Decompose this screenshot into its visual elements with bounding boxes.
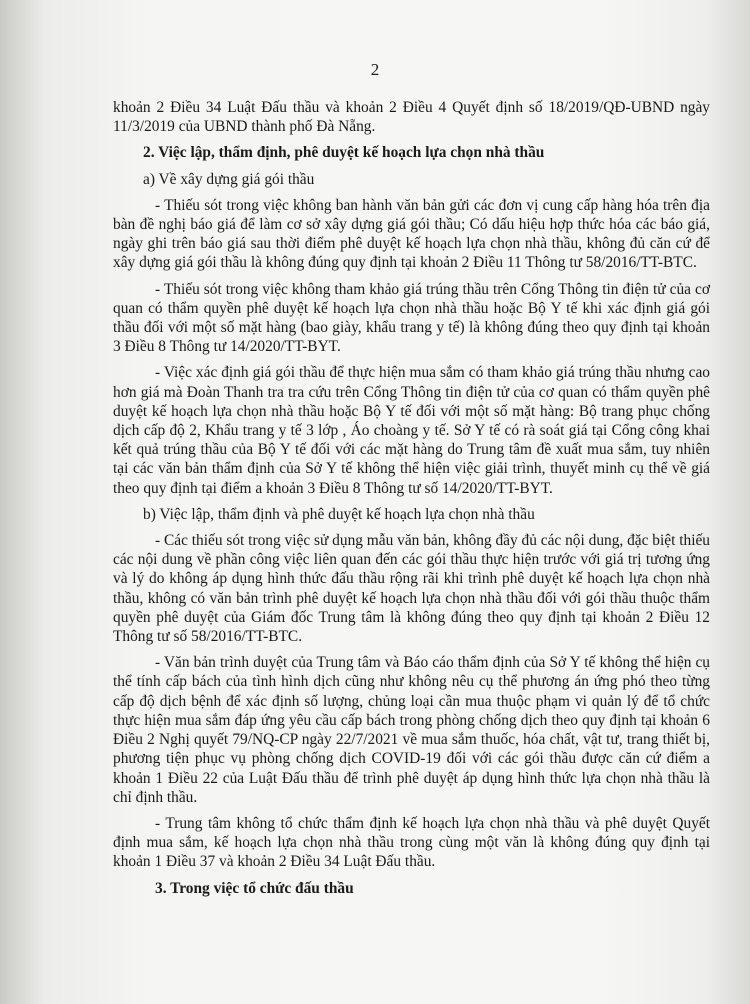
bullet-paragraph: - Việc xác định giá gói thầu để thực hiện mua sắm có tham khảo giá trúng thầu nhưng cao hơn giá mà Đoàn Thanh tra tra cứu trên Cổng Thông tin điện tử của cơ quan có thẩm quyền phê duyệt kế hoạch lựa chọn nhà thầu hoặc Bộ Y tế đối với một số mặt hàng: Bộ trang phục chống dịch cấp độ 2, Khẩu trang y tế 3 lớp , Áo choàng y tế. Sở Y tế có rà soát giá tại Cổng công khai kết quả trúng thầu của Bộ Y tế đối với các mặt hàng do Trung tâm đề xuất mua sắm, tuy nhiên tại các văn bản thẩm định của Sở Y tế không thể hiện việc giải trình, thuyết minh cụ thể về giá theo quy định tại điểm a khoản 3 Điều 8 Thông tư số 14/2020/TT-BYT. [113, 364, 710, 497]
subsection-heading-a: a) Về xây dựng giá gói thầu [143, 170, 315, 188]
bullet-paragraph: - Trung tâm không tổ chức thẩm định kế hoạch lựa chọn nhà thầu và phê duyệt Quyết định mua sắm, kế hoạch lựa chọn nhà thầu trong cùng một văn là không đúng quy định tại khoản 1 Điều 37 và khoản 2 Điều 34 Luật Đấu thầu. [113, 814, 710, 871]
section-heading-2: 2. Việc lập, thẩm định, phê duyệt kế hoạch lựa chọn nhà thầu [143, 144, 545, 162]
bullet-paragraph: - Thiếu sót trong việc không tham khảo giá trúng thầu trên Cổng Thông tin điện tử của cơ quan có thẩm quyền phê duyệt kế hoạch lựa chọn nhà thầu hoặc Bộ Y tế khi xác định giá gói thầu đối với một số mặt hàng (bao giày, khẩu trang y tế) là không đúng theo quy định tại khoản 3 Điều 8 Thông tư 14/2020/TT-BYT. [113, 280, 710, 356]
document-body [113, 98, 710, 898]
bullet-paragraph: - Các thiếu sót trong việc sử dụng mẫu văn bản, không đầy đủ các nội dung, đặc biệt thiếu các nội dung về phần công việc liên quan đến các gói thầu thực hiện trước với giá trị tương ứng và lý do không áp dụng hình thức đấu thầu rộng rãi khi trình phê duyệt kế hoạch lựa chọn nhà thầu, không có văn bản trình phê duyệt kế hoạch lựa chọn nhà thầu đối với gói thầu thuộc thẩm quyền phê duyệt của Giám đốc Trung tâm là không đúng theo quy định tại khoản 2 Điều 12 Thông tư số 58/2016/TT-BTC. [113, 532, 711, 646]
paragraph-continuation: khoản 2 Điều 34 Luật Đấu thầu và khoản 2 Điều 4 Quyết định số 18/2019/QĐ-UBND ngày 11/3/2019 của UBND thành phố Đà Nẵng. [113, 99, 710, 136]
section-heading-3: 3. Trong việc tổ chức đấu thầu [155, 879, 354, 897]
bullet-paragraph: - Văn bản trình duyệt của Trung tâm và Báo cáo thẩm định của Sở Y tế không thể hiện cụ thể tính cấp bách của tình hình dịch cũng như không nêu cụ thể phương án ứng phó theo từng cấp độ dịch bệnh để xác định số lượng, chủng loại cần mua thuộc phạm vi quản lý để tổ chức thực hiện mua sắm đáp ứng yêu cầu cấp bách trong phòng chống dịch theo quy định tại khoản 6 Điều 2 Nghị quyết 79/NQ-CP ngày 22/7/2021 về mua sắm thuốc, hóa chất, vật tư, trang thiết bị, phương tiện phục vụ phòng chống dịch COVID-19 đối với các gói thầu được căn cứ điểm a khoản 1 Điều 22 của Luật Đấu thầu để trình phê duyệt áp dụng hình thức lựa chọn nhà thầu là chỉ định thầu. [113, 654, 710, 806]
bullet-paragraph: - Thiếu sót trong việc không ban hành văn bản gửi các đơn vị cung cấp hàng hóa trên địa bàn đề nghị báo giá để làm cơ sở xây dựng giá gói thầu; Có dấu hiệu hợp thức hóa các báo giá, ngày ghi trên báo giá sau thời điểm phê duyệt kế hoạch lựa chọn nhà thầu, không đủ căn cứ để xây dựng giá gói thầu là không đúng quy định tại khoản 2 Điều 11 Thông tư 58/2016/TT-BTC. [113, 196, 710, 272]
page-number: 2 [370, 60, 380, 79]
subsection-heading-b: b) Việc lập, thẩm định và phê duyệt kế hoạch lựa chọn nhà thầu [143, 505, 535, 523]
